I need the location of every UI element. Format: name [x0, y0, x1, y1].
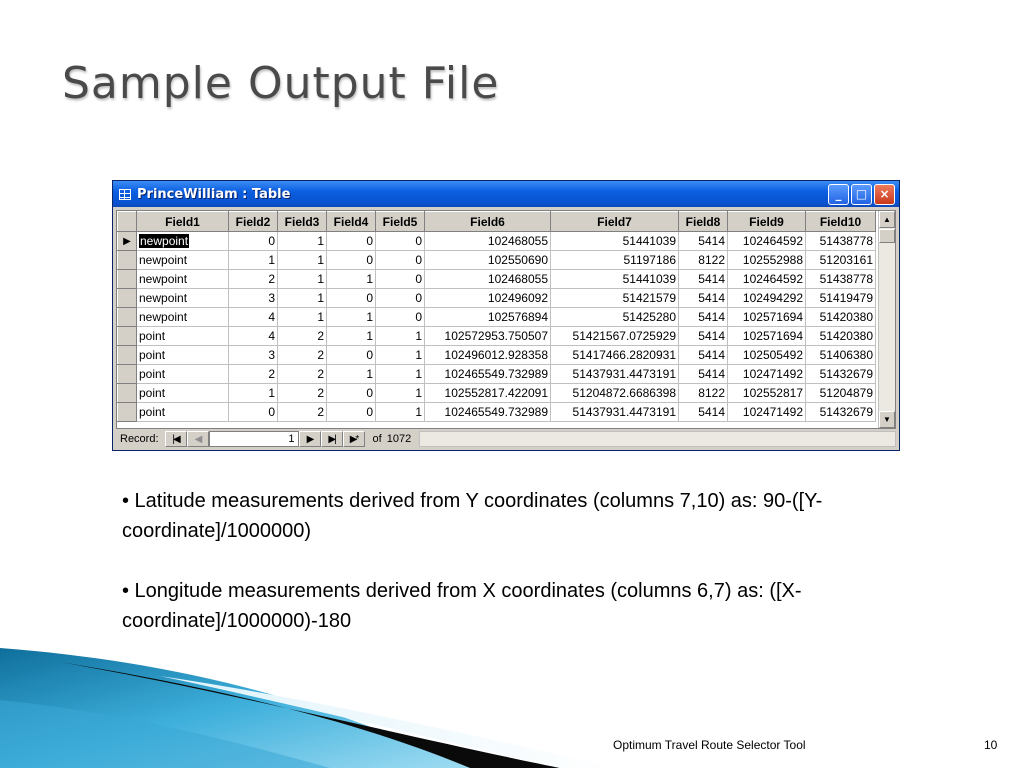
cell-value: 102552988 — [742, 253, 803, 267]
cell-value: 0 — [268, 405, 275, 419]
table-cell[interactable] — [806, 365, 876, 384]
record-label: Record: — [120, 433, 159, 445]
cell-value: point — [139, 348, 166, 362]
column-header[interactable]: Field3 — [278, 212, 327, 232]
cell-value: 1 — [366, 329, 373, 343]
table-cell[interactable] — [278, 251, 327, 270]
table-cell[interactable] — [679, 403, 728, 422]
vertical-scrollbar[interactable] — [878, 211, 895, 428]
datasheet-table — [117, 211, 876, 422]
table-row[interactable] — [118, 289, 876, 308]
cell-value: 5414 — [698, 291, 725, 305]
cell-value: 102496012.928358 — [444, 348, 548, 362]
table-cell[interactable] — [806, 251, 876, 270]
cell-value: 8122 — [698, 386, 725, 400]
maximize-button[interactable]: □ — [851, 184, 872, 205]
total-records: 1072 — [386, 433, 412, 445]
row-selector[interactable] — [118, 270, 137, 289]
cell-value: 3 — [268, 348, 275, 362]
table-cell[interactable] — [137, 289, 229, 308]
table-cell[interactable] — [679, 346, 728, 365]
table-row[interactable] — [118, 308, 876, 327]
window-title: PrinceWilliam : Table — [137, 186, 291, 202]
table-cell[interactable] — [278, 403, 327, 422]
table-cell[interactable] — [806, 384, 876, 403]
table-cell[interactable] — [229, 251, 278, 270]
cell-value: 102550690 — [487, 253, 548, 267]
cell-value: 1 — [415, 329, 422, 343]
cell-value: 0 — [366, 291, 373, 305]
table-cell[interactable] — [376, 346, 425, 365]
cell-value: 0 — [366, 405, 373, 419]
table-cell[interactable] — [425, 251, 551, 270]
column-header[interactable]: Field2 — [229, 212, 278, 232]
table-cell[interactable] — [376, 384, 425, 403]
table-cell[interactable] — [327, 346, 376, 365]
table-cell[interactable] — [229, 232, 278, 251]
table-cell[interactable] — [137, 365, 229, 384]
table-cell[interactable] — [425, 346, 551, 365]
cell-value: 8122 — [698, 253, 725, 267]
select-all-corner[interactable] — [118, 212, 137, 232]
column-header[interactable]: Field9 — [728, 212, 806, 232]
cell-value: 1 — [268, 253, 275, 267]
table-cell[interactable] — [327, 308, 376, 327]
bullet-longitude: • Longitude measurements derived from X coordinates (columns 6,7) as: ([X-coordinate]/1000000)-180 — [122, 580, 802, 632]
table-cell[interactable] — [376, 403, 425, 422]
table-cell[interactable] — [728, 365, 806, 384]
table-cell[interactable] — [551, 384, 679, 403]
cell-value: 3 — [268, 291, 275, 305]
table-cell[interactable] — [229, 270, 278, 289]
cell-value: 2 — [268, 272, 275, 286]
minimize-button[interactable]: _ — [828, 184, 849, 205]
table-row[interactable] — [118, 365, 876, 384]
column-header[interactable]: Field1 — [137, 212, 229, 232]
cell-value: 51438778 — [819, 234, 873, 248]
table-cell[interactable] — [679, 365, 728, 384]
cell-value: 1 — [415, 405, 422, 419]
table-cell[interactable] — [327, 251, 376, 270]
cell-value: 1 — [415, 367, 422, 381]
row-selector[interactable] — [118, 403, 137, 422]
table-cell[interactable] — [728, 403, 806, 422]
cell-value: point — [139, 329, 166, 343]
table-cell[interactable] — [806, 403, 876, 422]
table-cell[interactable] — [327, 270, 376, 289]
cell-value: 0 — [415, 272, 422, 286]
table-cell[interactable] — [278, 232, 327, 251]
table-cell[interactable] — [137, 346, 229, 365]
table-row[interactable] — [118, 403, 876, 422]
table-cell[interactable] — [137, 251, 229, 270]
column-header[interactable]: Field5 — [376, 212, 425, 232]
table-cell[interactable] — [376, 365, 425, 384]
table-row[interactable] — [118, 232, 876, 251]
table-cell[interactable] — [229, 384, 278, 403]
table-cell[interactable] — [278, 308, 327, 327]
cell-value: 5414 — [698, 329, 725, 343]
cell-value: newpoint — [139, 291, 188, 305]
cell-value: 1 — [317, 291, 324, 305]
table-cell[interactable] — [806, 270, 876, 289]
page-number: 10 — [984, 738, 998, 752]
table-cell[interactable] — [137, 232, 229, 251]
table-row[interactable] — [118, 270, 876, 289]
cell-value: 4 — [268, 329, 275, 343]
table-cell[interactable] — [376, 327, 425, 346]
table-cell[interactable] — [551, 365, 679, 384]
cell-value: 0 — [415, 234, 422, 248]
table-cell[interactable] — [229, 346, 278, 365]
cell-value: 2 — [317, 405, 324, 419]
cell-value: 0 — [366, 386, 373, 400]
cell-value: 2 — [317, 329, 324, 343]
cell-value: 1 — [415, 348, 422, 362]
table-cell[interactable] — [679, 384, 728, 403]
cell-value: 1 — [317, 310, 324, 324]
cell-value: 2 — [317, 367, 324, 381]
table-cell[interactable] — [551, 232, 679, 251]
cell-value: 1 — [268, 386, 275, 400]
scroll-thumb[interactable] — [879, 229, 895, 243]
table-cell[interactable] — [278, 384, 327, 403]
cell-value: 51441039 — [622, 272, 676, 286]
table-cell[interactable] — [327, 365, 376, 384]
cell-value: newpoint — [139, 253, 188, 267]
table-row[interactable] — [118, 346, 876, 365]
table-cell[interactable] — [806, 289, 876, 308]
cell-value: 1 — [366, 367, 373, 381]
cell-value: 0 — [415, 291, 422, 305]
table-cell[interactable] — [425, 232, 551, 251]
cell-value: 5414 — [698, 348, 725, 362]
table-cell[interactable] — [376, 251, 425, 270]
row-selector[interactable] — [118, 327, 137, 346]
cell-value: 5414 — [698, 367, 725, 381]
cell-value: 102576894 — [487, 310, 548, 324]
cell-value: 51417466.2820931 — [572, 348, 676, 362]
table-cell[interactable] — [327, 289, 376, 308]
table-window[interactable] — [112, 180, 900, 451]
cell-value: 51420380 — [819, 310, 873, 324]
cell-value: 102552817.422091 — [444, 386, 548, 400]
cell-value: 102471492 — [742, 367, 803, 381]
table-cell[interactable] — [806, 346, 876, 365]
footer-title: Optimum Travel Route Selector Tool — [613, 738, 806, 752]
cell-value: 51432679 — [819, 405, 873, 419]
cell-value: 102552817 — [742, 386, 803, 400]
table-cell[interactable] — [137, 384, 229, 403]
cell-value: 0 — [366, 348, 373, 362]
table-cell[interactable] — [679, 270, 728, 289]
table-row[interactable] — [118, 251, 876, 270]
cell-value: 5414 — [698, 310, 725, 324]
datasheet-grid[interactable] — [116, 210, 896, 429]
previous-record-icon[interactable]: ◀ — [187, 431, 209, 447]
table-cell[interactable] — [679, 251, 728, 270]
table-cell[interactable] — [551, 251, 679, 270]
bullet-latitude: • Latitude measurements derived from Y coordinates (columns 7,10) as: 90-([Y-coordinate]/1000000) — [122, 490, 823, 542]
table-cell[interactable] — [376, 289, 425, 308]
table-row[interactable] — [118, 327, 876, 346]
cell-value: 102464592 — [742, 272, 803, 286]
cell-value: 4 — [268, 310, 275, 324]
cell-value: 0 — [366, 234, 373, 248]
table-cell[interactable] — [425, 327, 551, 346]
window-titlebar[interactable] — [113, 181, 899, 207]
cell-value: 102468055 — [487, 234, 548, 248]
record-navigator — [116, 430, 896, 448]
cell-value: 0 — [366, 253, 373, 267]
table-cell[interactable] — [728, 289, 806, 308]
cell-value: newpoint — [139, 272, 188, 286]
cell-value: 1 — [415, 386, 422, 400]
cell-value: 102571694 — [742, 329, 803, 343]
table-cell[interactable] — [137, 270, 229, 289]
row-selector[interactable] — [118, 251, 137, 270]
table-cell[interactable] — [425, 289, 551, 308]
column-header[interactable]: Field7 — [551, 212, 679, 232]
table-cell[interactable] — [806, 232, 876, 251]
column-header[interactable]: Field4 — [327, 212, 376, 232]
table-cell[interactable] — [551, 289, 679, 308]
table-cell[interactable] — [229, 289, 278, 308]
column-header[interactable]: Field6 — [425, 212, 551, 232]
cell-value: 102468055 — [487, 272, 548, 286]
table-cell[interactable] — [551, 327, 679, 346]
table-cell[interactable] — [679, 327, 728, 346]
table-cell[interactable] — [425, 308, 551, 327]
table-cell[interactable] — [806, 327, 876, 346]
cell-value: 102494292 — [742, 291, 803, 305]
slide-title: Sample Output File — [62, 58, 500, 109]
cell-value: 0 — [415, 253, 422, 267]
cell-value: 5414 — [698, 405, 725, 419]
table-cell[interactable] — [376, 270, 425, 289]
table-cell[interactable] — [728, 270, 806, 289]
cell-value: 102465549.732989 — [444, 405, 548, 419]
cell-value: 51420380 — [819, 329, 873, 343]
cell-value: 102572953.750507 — [444, 329, 548, 343]
cell-value: 0 — [415, 310, 422, 324]
new-record-icon[interactable]: ▶* — [343, 431, 365, 447]
cell-value: 51204879 — [819, 386, 873, 400]
table-cell[interactable] — [376, 308, 425, 327]
current-record-icon[interactable]: ▶ — [118, 232, 137, 251]
scroll-down-icon[interactable]: ▼ — [879, 411, 895, 428]
table-cell[interactable] — [278, 289, 327, 308]
header-row — [118, 212, 876, 232]
cell-value: point — [139, 386, 166, 400]
table-cell[interactable] — [551, 308, 679, 327]
cell-value: 2 — [317, 386, 324, 400]
table-cell[interactable] — [229, 365, 278, 384]
table-cell[interactable] — [728, 384, 806, 403]
column-header[interactable]: Field8 — [679, 212, 728, 232]
cell-value: 1 — [366, 272, 373, 286]
table-cell[interactable] — [551, 403, 679, 422]
cell-value: 51421567.0725929 — [572, 329, 676, 343]
cell-value: 2 — [317, 348, 324, 362]
row-selector[interactable] — [118, 289, 137, 308]
next-record-icon[interactable]: ▶ — [299, 431, 321, 447]
table-cell[interactable] — [679, 289, 728, 308]
first-record-icon[interactable]: |◀ — [165, 431, 187, 447]
cell-value: point — [139, 367, 166, 381]
cell-value: 2 — [268, 367, 275, 381]
cell-value: 1 — [317, 234, 324, 248]
table-cell[interactable] — [551, 346, 679, 365]
cell-value: 1 — [317, 272, 324, 286]
table-cell[interactable] — [278, 365, 327, 384]
horizontal-scrollbar[interactable] — [419, 431, 896, 447]
row-selector[interactable] — [118, 384, 137, 403]
cell-value: 102471492 — [742, 405, 803, 419]
column-header[interactable]: Field10 — [806, 212, 876, 232]
bullet-list — [122, 486, 912, 666]
table-cell[interactable] — [327, 403, 376, 422]
table-cell[interactable] — [229, 308, 278, 327]
cell-value: 102464592 — [742, 234, 803, 248]
last-record-icon[interactable]: ▶| — [321, 431, 343, 447]
table-icon — [119, 189, 131, 200]
cell-value: 51432679 — [819, 367, 873, 381]
cell-value: 5414 — [698, 234, 725, 248]
table-cell[interactable] — [679, 308, 728, 327]
cell-value: 51421579 — [622, 291, 676, 305]
table-cell[interactable] — [137, 327, 229, 346]
table-cell[interactable] — [679, 232, 728, 251]
table-cell[interactable] — [327, 232, 376, 251]
table-cell[interactable] — [425, 403, 551, 422]
table-cell[interactable] — [327, 327, 376, 346]
row-selector[interactable] — [118, 365, 137, 384]
table-cell[interactable] — [728, 327, 806, 346]
table-cell[interactable] — [229, 327, 278, 346]
table-cell[interactable] — [278, 270, 327, 289]
table-cell[interactable] — [425, 270, 551, 289]
cell-value: 51204872.6686398 — [572, 386, 676, 400]
cell-value: 51197186 — [623, 253, 676, 267]
scroll-up-icon[interactable]: ▲ — [879, 211, 895, 228]
cell-value: 51437931.4473191 — [572, 367, 676, 381]
table-cell[interactable] — [425, 365, 551, 384]
cell-value: 102465549.732989 — [444, 367, 548, 381]
cell-value: 51425280 — [622, 310, 676, 324]
cell-value: 102571694 — [742, 310, 803, 324]
cell-value: 51203161 — [819, 253, 873, 267]
cell-value: 51437931.4473191 — [572, 405, 676, 419]
table-cell[interactable] — [327, 384, 376, 403]
cell-value: 1 — [366, 310, 373, 324]
cell-value: 102496092 — [487, 291, 548, 305]
table-cell[interactable] — [229, 403, 278, 422]
cell-value: 51441039 — [622, 234, 676, 248]
table-cell[interactable] — [278, 346, 327, 365]
cell-value: 51438778 — [819, 272, 873, 286]
cell-value: point — [139, 405, 166, 419]
cell-value: 0 — [268, 234, 275, 248]
table-cell[interactable] — [728, 346, 806, 365]
cell-value: 1 — [317, 253, 324, 267]
close-button[interactable]: × — [874, 184, 895, 205]
table-cell[interactable] — [278, 327, 327, 346]
cell-value: newpoint — [139, 310, 188, 324]
table-cell[interactable] — [728, 232, 806, 251]
cell-value: newpoint — [140, 234, 189, 248]
cell-value: 51406380 — [819, 348, 873, 362]
of-label: of — [372, 433, 382, 445]
cell-value: 102505492 — [742, 348, 803, 362]
cell-value: 51419479 — [819, 291, 873, 305]
row-selector[interactable] — [118, 346, 137, 365]
table-cell[interactable] — [137, 403, 229, 422]
table-cell[interactable] — [376, 232, 425, 251]
current-record-input[interactable]: 1 — [209, 431, 299, 447]
cell-value: 5414 — [698, 272, 725, 286]
table-cell[interactable] — [806, 308, 876, 327]
table-cell[interactable] — [728, 251, 806, 270]
table-row[interactable] — [118, 384, 876, 403]
table-cell[interactable] — [425, 384, 551, 403]
table-cell[interactable] — [137, 308, 229, 327]
row-selector[interactable] — [118, 308, 137, 327]
table-cell[interactable] — [728, 308, 806, 327]
table-cell[interactable] — [551, 270, 679, 289]
